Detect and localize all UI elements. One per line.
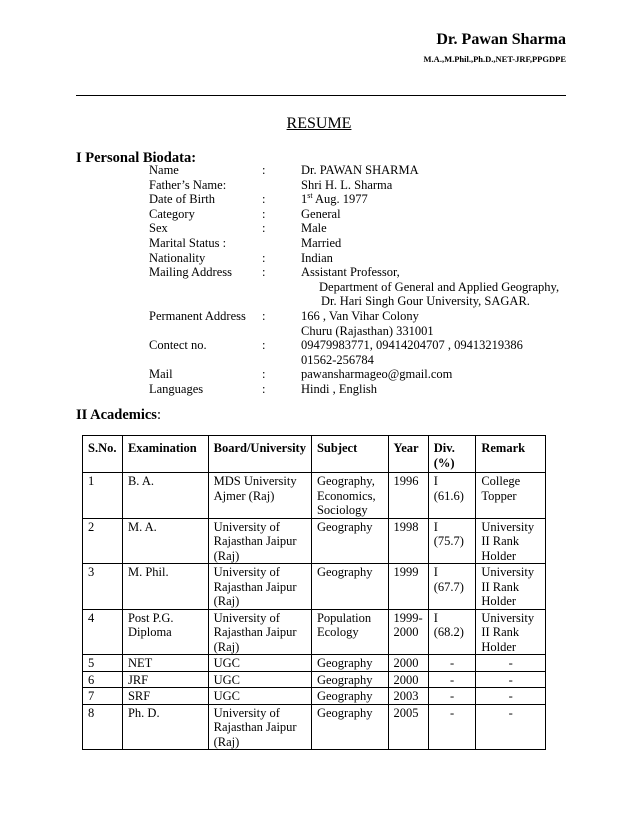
table-row [83,688,546,705]
bio-colon: : [262,163,266,177]
bio-value-continued: 01562-256784 [301,352,374,367]
header-divider [76,95,566,96]
cell-board-university: University of Rajasthan Jaipur (Raj) [208,704,311,750]
cell-board-university: University of Rajasthan Jaipur (Raj) [208,564,311,610]
cell-subject: Geography [311,518,388,564]
bio-label: Contect no. [149,338,207,353]
bio-label: Mail [149,367,173,382]
column-header-remark: Remark [476,436,546,473]
cell-division: - [428,688,476,705]
cell-subject: Geography [311,655,388,672]
bio-value: Shri H. L. Sharma [301,177,393,192]
cell-remark: - [476,671,546,688]
author-name: Dr. Pawan Sharma [436,31,566,48]
column-header-board-university: Board/University [208,436,311,473]
cell-sno: 2 [83,518,123,564]
bio-label: Category [149,206,195,221]
cell-remark: - [476,655,546,672]
bio-colon: : [262,192,266,207]
cell-examination: SRF [122,688,208,705]
bio-value-continued: Dr. Hari Singh Gour University, SAGAR. [321,294,530,309]
resume-header [424,30,566,65]
cell-sno: 1 [83,473,123,519]
bio-colon: : [262,338,266,353]
cell-sno: 5 [83,655,123,672]
cell-subject: Geography, Economics, Sociology [311,473,388,519]
cell-subject: Geography [311,671,388,688]
personal-biodata-heading: I Personal Biodata: [76,150,197,166]
bio-colon: : [262,367,266,382]
bio-value-continued: Churu (Rajasthan) 331001 [301,323,434,338]
column-header-sno: S.No. [83,436,123,473]
bio-colon: : [262,265,266,280]
bio-value: pawansharmageo@gmail.com [301,367,453,382]
academics-table [82,435,546,750]
cell-year: 1999 [388,564,428,610]
cell-subject: Geography [311,688,388,705]
bio-label: Date of Birth [149,192,215,207]
cell-remark: University II Rank Holder [476,609,546,655]
cell-board-university: MDS University Ajmer (Raj) [208,473,311,519]
table-row [83,473,546,519]
cell-sno: 7 [83,688,123,705]
cell-board-university: University of Rajasthan Jaipur (Raj) [208,518,311,564]
bio-colon: : [262,381,266,396]
cell-sno: 3 [83,564,123,610]
column-header-year: Year [388,436,428,473]
bio-colon: : [262,308,266,323]
bio-value: Hindi , English [301,381,378,396]
cell-year: 2000 [388,671,428,688]
cell-division: I (68.2) [428,609,476,655]
cell-year: 2000 [388,655,428,672]
bio-value: General [301,206,341,221]
bio-value: Male [301,221,327,236]
bio-colon: : [262,221,266,236]
cell-remark: University II Rank Holder [476,564,546,610]
cell-examination: NET [122,655,208,672]
bio-label: Sex [149,221,168,236]
cell-division: I (61.6) [428,473,476,519]
bio-label: Languages [149,381,204,396]
bio-colon: : [262,206,266,221]
cell-division: I (67.7) [428,564,476,610]
academics-heading: II Academics: [76,407,161,423]
bio-colon: : [262,250,266,265]
cell-division: - [428,671,476,688]
cell-year: 1998 [388,518,428,564]
cell-board-university: University of Rajasthan Jaipur (Raj) [208,609,311,655]
bio-value: Married [301,235,342,250]
cell-examination: Post P.G. Diploma [122,609,208,655]
cell-year: 2003 [388,688,428,705]
bio-value: 1st Aug. 1977 [301,191,368,207]
cell-division: I (75.7) [428,518,476,564]
cell-sno: 4 [83,609,123,655]
table-row [83,609,546,655]
table-row [83,564,546,610]
cell-examination: B. A. [122,473,208,519]
table-row [83,655,546,672]
table-header-row [83,436,546,473]
bio-value: 166 , Van Vihar Colony [301,308,419,323]
cell-examination: Ph. D. [122,704,208,750]
bio-label: Father’s Name: [149,177,227,192]
cell-subject: Population Ecology [311,609,388,655]
bio-value: Dr. PAWAN SHARMA [301,163,419,177]
cell-year: 1996 [388,473,428,519]
table-row [83,518,546,564]
cell-subject: Geography [311,704,388,750]
bio-value-continued: Department of General and Applied Geography, [319,279,560,294]
column-header-examination: Examination [122,436,208,473]
column-header-division: Div. (%) [428,436,476,473]
cell-examination: JRF [122,671,208,688]
cell-examination: M. Phil. [122,564,208,610]
cell-examination: M. A. [122,518,208,564]
cell-year: 2005 [388,704,428,750]
bio-value: Assistant Professor, [301,265,400,280]
cell-remark: - [476,688,546,705]
table-row [83,671,546,688]
cell-remark: College Topper [476,473,546,519]
cell-year: 1999- 2000 [388,609,428,655]
cell-board-university: UGC [208,688,311,705]
cell-division: - [428,655,476,672]
bio-label: Permanent Address [149,308,246,323]
author-qualifications: M.A.,M.Phil.,Ph.D.,NET-JRF,PPGDPE [423,54,566,64]
cell-sno: 8 [83,704,123,750]
cell-sno: 6 [83,671,123,688]
cell-board-university: UGC [208,671,311,688]
bio-label: Name [149,163,179,177]
bio-label: Nationality [149,250,206,265]
table-row [83,704,546,750]
bio-value: 09479983771, 09414204707 , 09413219386 [301,338,523,353]
cell-subject: Geography [311,564,388,610]
cell-board-university: UGC [208,655,311,672]
page-title: RESUME [286,115,352,132]
column-header-subject: Subject [311,436,388,473]
cell-division: - [428,704,476,750]
cell-remark: - [476,704,546,750]
cell-remark: University II Rank Holder [476,518,546,564]
bio-label: Marital Status : [149,235,227,250]
bio-label: Mailing Address [149,265,232,280]
bio-value: Indian [301,250,333,265]
